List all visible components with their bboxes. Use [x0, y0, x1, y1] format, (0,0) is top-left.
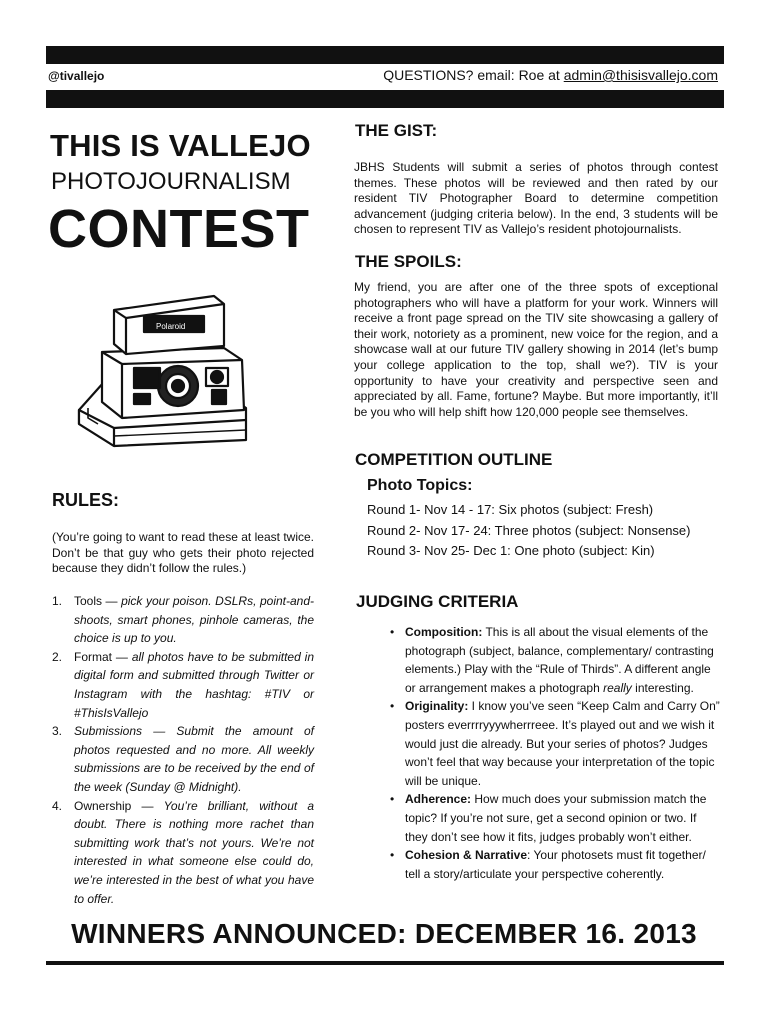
list-item: [52, 722, 314, 796]
criterion-tail: interesting.: [631, 680, 694, 695]
rule-name: Ownership —: [74, 798, 164, 813]
bottom-rule: [46, 961, 724, 965]
rule-description: all photos have to be submitted in digital form and submitted through Twitter or Instagram with the hashtag: #TIV or #ThisIsVallejo: [74, 649, 315, 720]
rule-description: You’re brilliant, without a doubt. There is nothing more rachet than submitting work that’s not yours. We’re not interested in what someone else could do, we’re interested in the best of what you have to offer.: [74, 798, 315, 906]
judging-criteria-list: [390, 623, 720, 883]
questions-line: [383, 67, 718, 83]
rules-intro: (You’re going to want to read these at least twice. Don’t be that guy who gets their photo rejected because they didn’t follow the rules.): [52, 530, 314, 576]
criterion-name: Composition:: [405, 625, 483, 639]
gist-heading: THE GIST:: [355, 121, 438, 140]
rule-number: 2.: [52, 649, 63, 664]
list-item: [390, 697, 720, 790]
criterion-name: Originality:: [405, 699, 469, 714]
list-item: [52, 797, 314, 909]
rule-number: 3.: [52, 724, 63, 739]
criterion-text: This is all about the visual elements of the photograph (subject, balance, complementary/ contrasting elements.) Play with the “Rule of Thirds”. A different angle or arrangement makes a photograph: [405, 625, 714, 695]
list-item: [52, 592, 314, 648]
criterion-text: How much does your submission match the topic? If you’re not sure, get a second opinion or two. If they don’t see how it fits, judges probably won’t either.: [405, 792, 707, 844]
rounds-list: [367, 500, 691, 562]
criterion-name: Cohesion & Narrative: [405, 848, 528, 863]
photo-topics-heading: Photo Topics:: [367, 477, 473, 494]
questions-label: QUESTIONS? email: Roe at: [383, 67, 564, 83]
email-link[interactable]: admin@thisisvallejo.com: [563, 67, 718, 83]
rule-description: pick your poison. DSLRs, point-and-shoots, smart phones, pinhole cameras, the choice is up to you.: [74, 594, 314, 646]
criterion-text: I know you’ve seen “Keep Calm and Carry On” posters everrrryyywherrreee. It’s played out and we wish it would just die already. But your series of photos? Judges won’t feel that way because your interpretation of the topic will be unique.: [405, 699, 720, 788]
gist-body: JBHS Students will submit a series of photos through contest themes. These photos will be reviewed and then rated by our resident TIV Photographer Board to determine competition advancement (judging criteria below). In the end, 3 students will be chosen to represent TIV as Vallejo’s resident photojournalists.: [354, 160, 718, 237]
list-item: Round 2- Nov 17- 24: Three photos (subject: Nonsense): [367, 522, 691, 538]
outline-heading: COMPETITION OUTLINE: [355, 450, 553, 469]
spoils-body: My friend, you are after one of the three spots of exceptional photographers who will have a platform for your work. Winners will receive a front page spread on the TIV site showcasing a gallery of their work, notoriety as a prominent, new voice for the region, and a showcase wall at our future TIV gallery showing in 2014 (let’s bump your college application to the top, shall we?). TIV is your opportunity to have your creativity and perspective seen and appreciated by all. Fame, fortune? Maybe. But more importantly, it’ll be you who will help shift how 120,000 people see themselves.: [354, 280, 718, 419]
twitter-handle: @tivallejo: [48, 69, 105, 83]
rule-name: Tools —: [74, 594, 122, 608]
list-item: [390, 790, 720, 846]
rules-list: [52, 592, 314, 908]
title-photojournalism: PHOTOJOURNALISM: [51, 168, 291, 195]
list-item: [52, 648, 314, 722]
rules-heading: RULES:: [52, 490, 119, 510]
criterion-emphasis: really: [603, 680, 632, 695]
winners-announcement: WINNERS ANNOUNCED: DECEMBER 16. 2013: [71, 918, 697, 949]
list-item: Round 1- Nov 14 - 17: Six photos (subject: Fresh): [367, 502, 654, 517]
judging-heading: JUDGING CRITERIA: [356, 592, 519, 611]
top-rule: [46, 46, 724, 64]
instant-camera-icon: [74, 290, 254, 450]
criterion-text: : Your photosets must fit together/ tell a story/articulate your perspective coherently.: [405, 848, 706, 881]
rule-number: 4.: [52, 798, 63, 813]
rule-number: 1.: [52, 594, 63, 608]
spoils-heading: THE SPOILS:: [355, 252, 462, 271]
rule-description: Submissions — Submit the amount of photos requested and no more. All weekly submissions are to be received by the end of the week (Sunday @ Midnight).: [74, 724, 314, 794]
header-rule: [46, 90, 724, 108]
title-this-is-vallejo: THIS IS VALLEJO: [50, 128, 311, 163]
list-item: [390, 846, 720, 883]
list-item: [390, 623, 720, 697]
camera-brand: Polaroid: [156, 322, 186, 331]
criterion-name: Adherence:: [405, 792, 472, 807]
title-contest: CONTEST: [48, 199, 310, 259]
rule-name: Format —: [74, 649, 132, 664]
list-item: Round 3- Nov 25- Dec 1: One photo (subject: Kin): [367, 543, 655, 558]
